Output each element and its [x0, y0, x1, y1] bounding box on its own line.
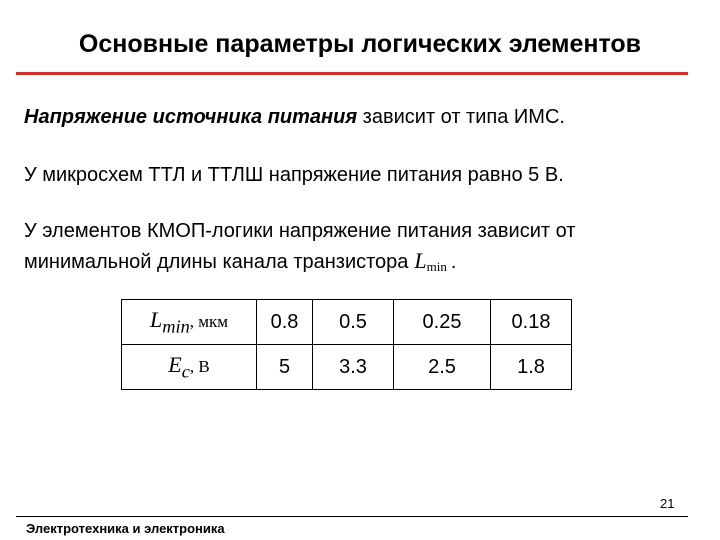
formula-symbol: L [414, 248, 427, 273]
lmin-formula [414, 248, 446, 273]
paragraph-line [24, 246, 575, 282]
parameters-table [121, 299, 572, 390]
formula-subscript: min [162, 316, 190, 337]
title-underline [16, 72, 688, 75]
footer-divider [16, 516, 688, 517]
paragraph-cmos [24, 216, 575, 282]
formula-subscript: с [181, 361, 190, 382]
table-cell: 3.3 [313, 345, 394, 390]
unit-label: , В [189, 356, 210, 376]
formula-symbol: L [149, 306, 163, 332]
emphasized-term: Напряжение источника питания [24, 106, 358, 128]
formula-symbol: E [168, 351, 182, 377]
table-cell: 5 [257, 345, 313, 390]
table-row [122, 345, 572, 390]
paragraph-text: зависит от типа ИМС. [357, 106, 565, 128]
paragraph-line: У элементов КМОП-логики напряжение питания зависит от [24, 220, 576, 242]
slide-title: Основные параметры логических элементов [78, 30, 642, 58]
table-cell: 0.5 [313, 300, 394, 345]
paragraph-supply-voltage [24, 102, 565, 132]
paragraph-ttl: У микросхем ТТЛ и ТТЛШ напряжение питания равно 5 В. [24, 164, 564, 186]
table-cell: 0.25 [394, 300, 491, 345]
paragraph-period: . [450, 251, 457, 273]
page-number: 21 [660, 496, 675, 511]
table-cell: 0.8 [257, 300, 313, 345]
row-header-lmin [122, 300, 257, 345]
row-header-ec [122, 345, 257, 390]
table-cell: 0.18 [491, 300, 572, 345]
table-cell: 1.8 [491, 345, 572, 390]
table-row [122, 300, 572, 345]
paragraph-text: минимальной длины канала транзистора [24, 251, 409, 273]
footer-course-title: Электротехника и электроника [26, 521, 225, 536]
formula-subscript: min [426, 259, 447, 274]
table-cell: 2.5 [394, 345, 491, 390]
unit-label: , мкм [189, 311, 229, 331]
